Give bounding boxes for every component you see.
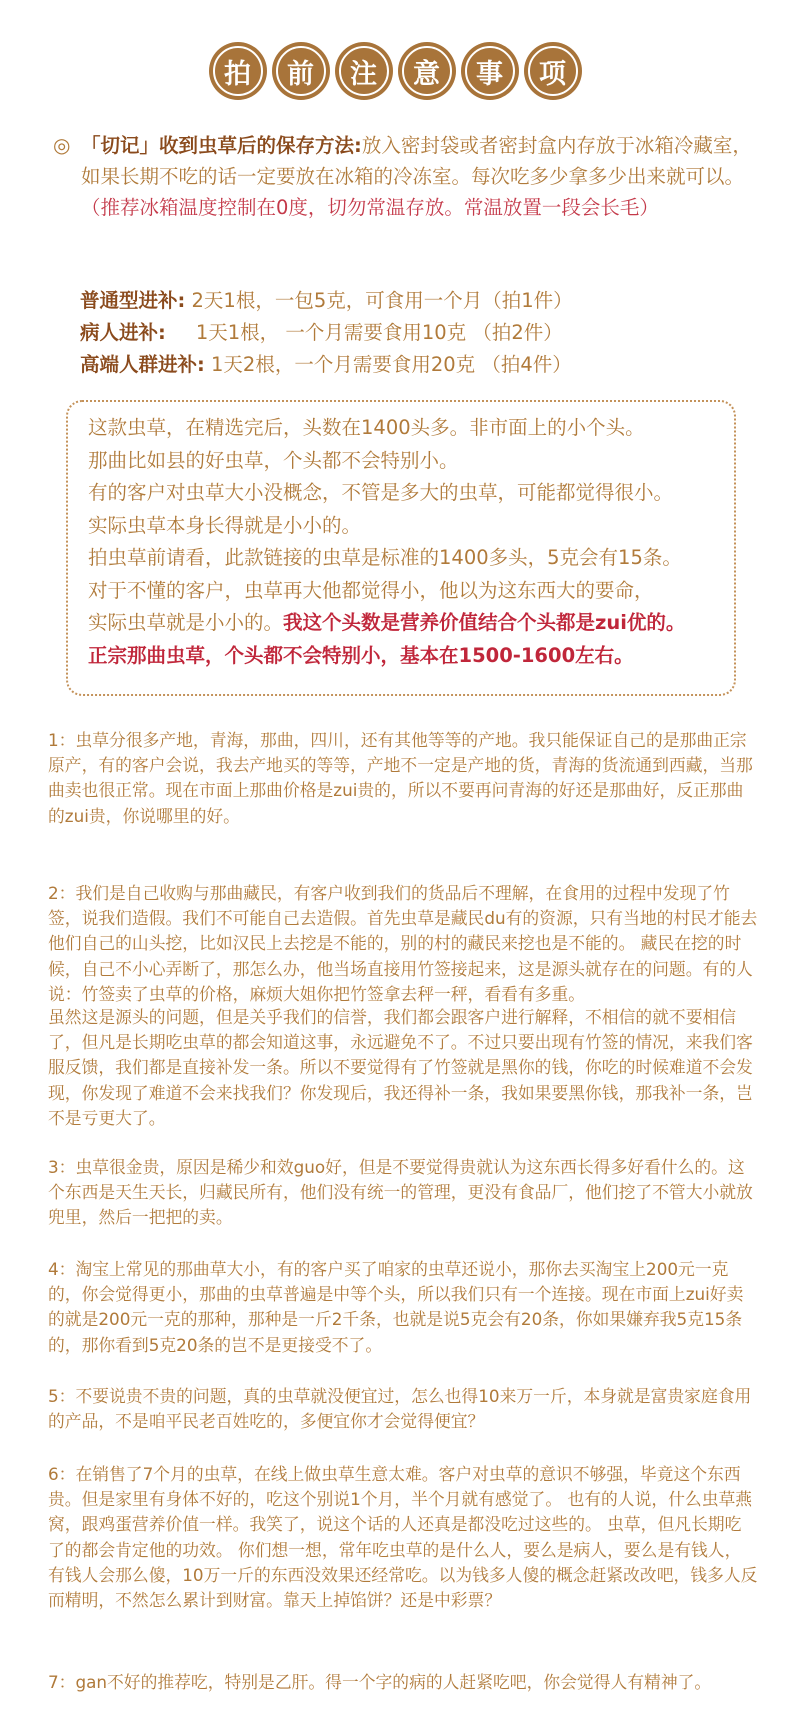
plan-name: 高端人群进补:	[80, 353, 205, 376]
title-circle	[335, 42, 393, 100]
title-circle	[209, 42, 267, 100]
title-circle	[272, 42, 330, 100]
size-info-box	[66, 400, 736, 696]
plan-row	[80, 349, 760, 381]
dosage-plans	[80, 285, 760, 381]
title-circle	[524, 42, 582, 100]
title-banner	[0, 42, 790, 100]
storage-notice-body	[53, 130, 753, 223]
title-char: 拍	[213, 46, 263, 96]
box-line-normal: 实际虫草就是小小的。	[88, 611, 284, 634]
storage-warning: （推荐冰箱温度控制在0度，切勿常温存放。常温放置一段会长毛）	[81, 196, 659, 219]
box-line: 那曲比如县的好虫草，个头都不会特别小。	[88, 448, 459, 472]
paragraph-3: 3：虫草很金贵，原因是稀少和效guo好，但是不要觉得贵就认为这东西长得多好看什么的。这个东西是天生天长，归藏民所有，他们没有统一的管理，更没有食品厂，他们挖了不管大小就放兜里，然后一把把的卖。	[48, 1157, 753, 1228]
box-line	[88, 607, 734, 640]
paragraph-6: 6：在销售了7个月的虫草，在线上做虫草生意太难。客户对虫草的意识不够强，毕竟这个东西贵。但是家里有身体不好的，吃这个别说1个月，半个月就有感觉了。 也有的人说，什么虫草燕窝，跟鸡蛋营养价值一样。我笑了，说这个话的人还真是都没吃过这些的。 虫草，但凡长期吃了的都会肯定他的功效。 你们想一想，常年吃虫草的是什么人，要么是病人，要么是有钱人，有钱人会那么傻，10万一斤的东西没效果还经常吃。以为钱多人傻的概念赶紧改改吧，钱多人反而精明，不然怎么累计到财富。靠天上掉馅饼？还是中彩票？	[48, 1464, 758, 1611]
box-line-highlight: 正宗那曲虫草，个头都不会特别小，基本在1500-1600左右。	[88, 643, 634, 667]
paragraph-2-continued: 虽然这是源头的问题，但是关乎我们的信誉，我们都会跟客户进行解释，不相信的就不要相信了，但凡是长期吃虫草的都会知道这事，永远避免不了。不过只要出现有竹签的情况，来我们客服反馈，我们都是直接补发一条。所以不要觉得有了竹签就是黑你的钱，你吃的时候难道不会发现，你发现了难道不会来找我们？你发现后，我还得补一条，我如果要黑你钱，那我补一条，岂不是亏更大了。	[48, 1007, 753, 1128]
plan-name: 病人进补:	[80, 321, 166, 344]
storage-heading: 「切记」收到虫草后的保存方法:	[81, 134, 362, 157]
circle-mark-icon: ◎	[53, 133, 71, 157]
title-circle	[461, 42, 519, 100]
box-line: 实际虫草本身长得就是小小的。	[88, 513, 362, 537]
plan-row	[80, 317, 760, 349]
plan-text: 2天1根，一包5克，可食用一个月（拍1件）	[191, 289, 573, 312]
box-line: 有的客户对虫草大小没概念，不管是多大的虫草，可能都觉得很小。	[88, 481, 674, 504]
plan-row	[80, 285, 760, 317]
title-char: 前	[276, 46, 326, 96]
box-line: 拍虫草前请看，此款链接的虫草是标准的1400多头，5克会有15条。	[88, 546, 682, 569]
box-line: 对于不懂的客户，虫草再大他都觉得小，他以为这东西大的要命，	[88, 578, 654, 602]
storage-text: 放入密封袋或者密封盒内存放于冰箱冷藏室，如果长期不吃的话一定要放在冰箱的冷冻室。每次吃多少拿多少出来就可以。	[81, 134, 752, 188]
title-char: 注	[339, 46, 389, 96]
paragraph-1: 1：虫草分很多产地，青海，那曲，四川，还有其他等等的产地。我只能保证自己的是那曲正宗原产，有的客户会说，我去产地买的等等，产地不一定是产地的货，青海的货流通到西藏，当那曲卖也很正常。现在市面上那曲价格是zui贵的，所以不要再问青海的好还是那曲好，反正那曲的zui贵，你说哪里的好。	[48, 730, 753, 826]
paragraph-2: 2：我们是自己收购与那曲藏民，有客户收到我们的货品后不理解，在食用的过程中发现了竹签，说我们造假。我们不可能自己去造假。首先虫草是藏民du有的资源，只有当地的村民才能去他们自己的山头挖，比如汉民上去挖是不能的，别的村的藏民来挖也是不能的。 藏民在挖的时候，自己不小心弄断了，那怎么办，他当场直接用竹签接起来，这是源头就存在的问题。有的人说：竹签卖了虫草的价格，麻烦大姐你把竹签拿去秤一秤，看看有多重。	[48, 883, 758, 1004]
paragraph-4: 4：淘宝上常见的那曲草大小，有的客户买了咱家的虫草还说小，那你去买淘宝上200元一克的，你会觉得更小，那曲的虫草普遍是中等个头，所以我们只有一个连接。现在市面上zui好卖的就是200元一克的那种，那种是一斤2千条，也就是说5克会有20条，你如果嫌弃我5克15条的，那你看到5克20条的岂不是更接受不了。	[48, 1259, 744, 1355]
plan-text: 1天1根， 一个月需要食用10克 （拍2件）	[195, 321, 563, 344]
plan-text: 1天2根，一个月需要食用20克 （拍4件）	[211, 353, 572, 376]
paragraph-7: 7：gan不好的推荐吃，特别是乙肝。得一个字的病的人赶紧吃吧，你会觉得人有精神了。	[48, 1672, 712, 1692]
storage-notice	[53, 130, 753, 223]
title-char: 项	[528, 46, 578, 96]
box-line: 这款虫草，在精选完后，头数在1400头多。非市面上的小个头。	[88, 416, 645, 439]
title-circle	[398, 42, 456, 100]
title-char: 事	[465, 46, 515, 96]
title-char: 意	[402, 46, 452, 96]
plan-name: 普通型进补:	[80, 289, 186, 312]
paragraph-5: 5：不要说贵不贵的问题，真的虫草就没便宜过，怎么也得10来万一斤，本身就是富贵家庭食用的产品，不是咱平民老百姓吃的，多便宜你才会觉得便宜？	[48, 1386, 752, 1432]
box-line-highlight: 我这个头数是营养价值结合个头都是zui优的。	[283, 611, 686, 634]
